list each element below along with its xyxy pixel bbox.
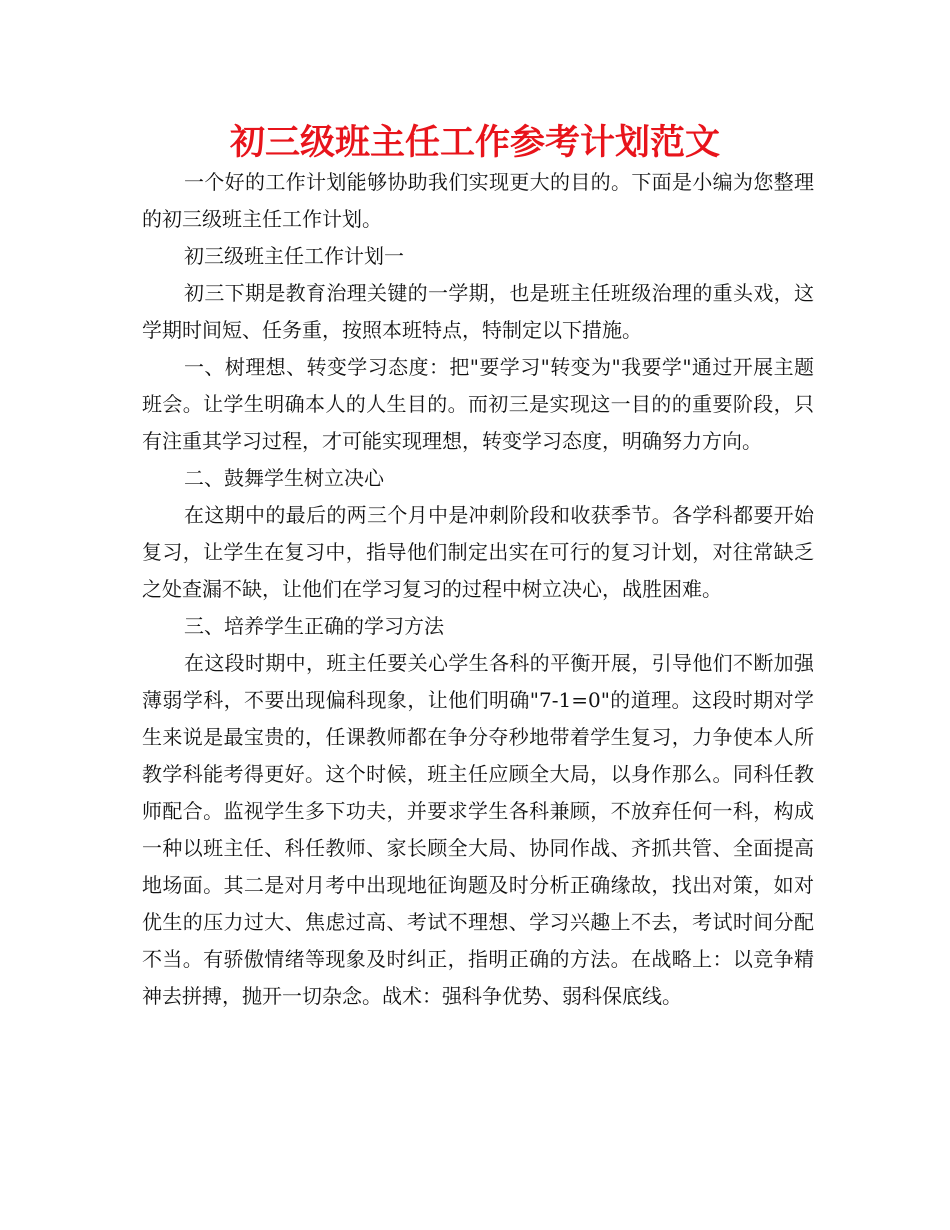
paragraph-point-three: 在这段时期中，班主任要关心学生各科的平衡开展，引导他们不断加强薄弱学科，不要出现偏科现象，让他们明确"7-1=0"的道理。这段时期对学生来说是最宝贵的，任课教师都在争分夺秒地带着学生复习，力争使本人所教学科能考得更好。这个时候，班主任应顾全大局，以身作那么。同科任教师配合。监视学生多下功夫，并要求学生各科兼顾，不放弃任何一科，构成一种以班主任、科任教师、家长顾全大局、协同作战、齐抓共管、全面提高地场面。其二是对月考中出现地征询题及时分析正确缘故，找出对策，如对优生的压力过大、焦虑过高、考试不理想、学习兴趣上不去，考试时间分配不当。有骄傲情绪等现象及时纠正，指明正确的方法。在战略上：以竞争精神去拼搏，抛开一切杂念。战术：强科争优势、弱科保底线。 bbox=[142, 651, 814, 1008]
section-heading-plan-one: 初三级班主任工作计划一 bbox=[184, 244, 404, 268]
paragraph-point-one: 一、树理想、转变学习态度：把"要学习"转变为"我要学"通过开展主题班会。让学生明确本人的人生目的。而初三是实现这一目的的重要阶段，只有注重其学习过程，才可能实现理想，转变学习态度，明确努力方向。 bbox=[142, 355, 814, 453]
intro-paragraph: 一个好的工作计划能够协助我们实现更大的目的。下面是小编为您整理的初三级班主任工作计划。 bbox=[142, 170, 814, 231]
paragraph-point-two: 在这期中的最后的两三个月中是冲刺阶段和收获季节。各学科都要开始复习，让学生在复习中，指导他们制定出实在可行的复习计划，对往常缺乏之处查漏不缺，让他们在学习复习的过程中树立决心，战胜困难。 bbox=[142, 503, 814, 601]
document-title: 初三级班主任工作参考计划范文 bbox=[229, 123, 720, 163]
paragraph-overview: 初三下期是教育治理关键的一学期，也是班主任班级治理的重头戏，这学期时间短、任务重，按照本班特点，特制定以下措施。 bbox=[142, 281, 814, 342]
section-heading-point-three: 三、培养学生正确的学习方法 bbox=[184, 614, 444, 638]
section-heading-point-two: 二、鼓舞学生树立决心 bbox=[184, 466, 384, 490]
document-body bbox=[142, 164, 814, 1015]
